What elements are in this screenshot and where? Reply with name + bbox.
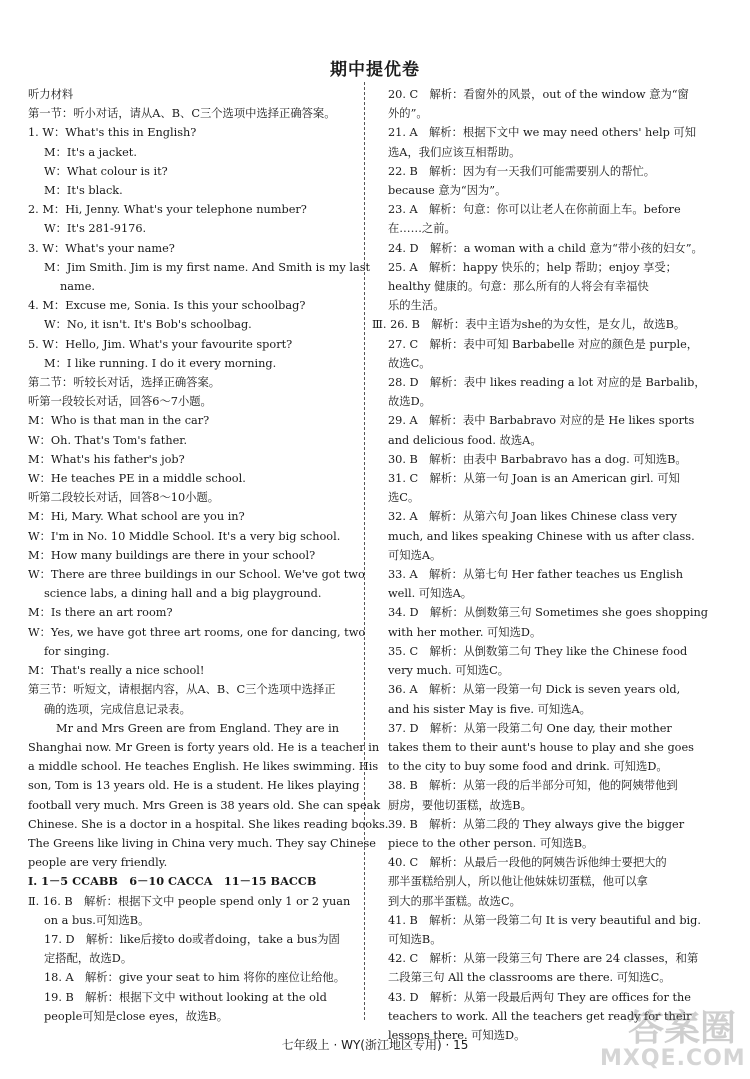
right-text-line: 23. A 解析：句意：你可以让老人在你前面上车。before bbox=[388, 203, 681, 217]
right-text-line: teachers to work. All the teachers get ready for their bbox=[388, 1009, 692, 1023]
left-text-line: 3. W：What's your name? bbox=[28, 241, 175, 255]
left-text-line: W：What colour is it? bbox=[44, 164, 168, 178]
right-column bbox=[372, 85, 708, 1045]
left-text-line: M：Is there an art room? bbox=[28, 606, 173, 620]
right-text-line: 28. D 解析：表中 likes reading a lot 对应的是 Barbalib， bbox=[388, 376, 706, 390]
left-column bbox=[28, 85, 389, 1026]
left-text-line: 2. M：Hi, Jenny. What's your telephone number? bbox=[28, 203, 307, 217]
left-text-line: M：What's his father's job? bbox=[28, 452, 185, 466]
left-text-line: 第一节：听小对话，请从A、B、C三个选项中选择正确答案。 bbox=[28, 107, 336, 121]
right-text-line: 到大的那半蛋糕。故选C。 bbox=[388, 894, 521, 908]
watermark-text: 答案圈 bbox=[628, 1008, 737, 1049]
right-text-line: and delicious food. 故选A。 bbox=[388, 433, 542, 447]
right-text-line: 可知选B。 bbox=[388, 932, 442, 946]
left-text-line: W：No, it isn't. It's Bob's schoolbag. bbox=[44, 318, 252, 332]
right-text-line: Ⅲ. 26. B 解析：表中主语为she的为女性，是女儿，故选B。 bbox=[372, 318, 686, 332]
left-text-line: 第三节：听短文，请根据内容，从A、B、C三个选项中选择正 bbox=[28, 683, 336, 697]
right-text-line: 31. C 解析：从第一句 Joan is an American girl. 可知 bbox=[388, 472, 680, 486]
right-text-line: 22. B 解析：因为有一天我们可能需要别人的帮忙。 bbox=[388, 164, 656, 178]
right-text-line: 32. A 解析：从第六句 Joan likes Chinese class very bbox=[388, 510, 678, 524]
right-text-line: 38. B 解析：从第一段的后半部分可知，他的阿姨带他到 bbox=[388, 779, 678, 793]
right-text-line: 20. C 解析：看窗外的风景，out of the window 意为“窗 bbox=[388, 88, 689, 101]
left-text-line: 听第二段较长对话，回答8～10小题。 bbox=[28, 491, 220, 505]
watermark-url: MXQE.COM bbox=[600, 1046, 746, 1071]
right-text-line: takes them to their aunt's house to play and she goes bbox=[388, 740, 694, 754]
left-text-line: Shanghai now. Mr Green is forty years old. He is a teacher in bbox=[28, 740, 380, 754]
left-text-line: 5. W：Hello, Jim. What's your favourite sport? bbox=[28, 337, 293, 351]
right-text-line: 35. C 解析：从倒数第二句 They like the Chinese food bbox=[388, 644, 688, 658]
right-text-line: 24. D 解析：a woman with a child 意为“带小孩的妇女”。 bbox=[388, 241, 703, 255]
right-text-line: 39. B 解析：从第二段的 They always give the bigger bbox=[388, 817, 685, 831]
right-text-line: 42. C 解析：从第一段第三句 There are 24 classes，和第 bbox=[388, 952, 699, 966]
left-text-line: Mr and Mrs Green are from England. They are in bbox=[56, 721, 340, 735]
left-text-line: 确的选项，完成信息记录表。 bbox=[44, 702, 191, 716]
right-text-line: 25. A 解析：happy 快乐的；help 帮助；enjoy 享受； bbox=[388, 260, 677, 274]
left-text-line: 第二节：听较长对话，选择正确答案。 bbox=[28, 376, 221, 390]
right-text-line: 21. A 解析：根据下文中 we may need others' help 可知 bbox=[388, 126, 697, 140]
right-text-line: 故选D。 bbox=[388, 395, 431, 409]
left-text-line: M：Who is that man in the car? bbox=[28, 414, 210, 428]
left-text-line: M：It's a jacket. bbox=[44, 145, 137, 159]
left-text-line: M：It's black. bbox=[44, 184, 123, 198]
right-text-line: healthy 健康的。句意：那么所有的人将会有幸福快 bbox=[388, 280, 649, 294]
right-text-line: 34. D 解析：从倒数第三句 Sometimes she goes shopping bbox=[388, 606, 708, 620]
left-text-line: M：That's really a nice school! bbox=[28, 664, 205, 678]
left-text-line: Ⅰ. 1－5 CCABB 6－10 CACCA 11－15 BACCB bbox=[28, 874, 317, 889]
right-text-line: 厨房，要他切蛋糕，故选B。 bbox=[388, 798, 532, 812]
left-text-line: on a bus.可知选B。 bbox=[44, 913, 150, 927]
right-text-line: 那半蛋糕给别人，所以他让他妹妹切蛋糕，他可以拿 bbox=[388, 875, 648, 889]
right-text-line: lessons there. 可知选D。 bbox=[388, 1028, 526, 1042]
left-text-line: people are very friendly. bbox=[28, 856, 168, 870]
right-text-line: to the city to buy some food and drink. 可知选D。 bbox=[388, 760, 668, 774]
right-text-line: piece to the other person. 可知选B。 bbox=[388, 836, 594, 850]
right-text-line: much, and likes speaking Chinese with us after class. bbox=[388, 529, 695, 543]
right-text-line: 29. A 解析：表中 Barbabravo 对应的是 He likes sports bbox=[388, 414, 695, 428]
right-text-line: 故选C。 bbox=[388, 356, 431, 370]
right-text-line: 选C。 bbox=[388, 491, 420, 505]
left-text-line: 17. D 解析：like后接to do或者doing，take a bus为固 bbox=[44, 932, 340, 946]
page-footer: 七年级上 · WY(浙江地区专用) · 15 bbox=[281, 1038, 469, 1052]
right-text-line: 乐的生活。 bbox=[388, 299, 445, 313]
right-text-line: 在……之前。 bbox=[388, 222, 456, 236]
column-divider bbox=[364, 82, 365, 1020]
right-text-line: 二段第三句 All the classrooms are there. 可知选C。 bbox=[388, 971, 671, 985]
left-text-line: M：How many buildings are there in your school? bbox=[28, 548, 316, 562]
left-text-line: 听力材料 bbox=[28, 88, 74, 101]
left-text-line: W：I'm in No. 10 Middle School. It's a very big school. bbox=[28, 529, 341, 543]
left-text-line: 1. W：What's this in English? bbox=[28, 126, 197, 140]
right-text-line: 外的”。 bbox=[388, 107, 428, 121]
page-title: 期中提优卷 bbox=[330, 60, 420, 80]
right-text-line: 36. A 解析：从第一段第一句 Dick is seven years old, bbox=[388, 683, 681, 697]
left-text-line: son, Tom is 13 years old. He is a student. He likes playing bbox=[28, 779, 360, 793]
left-text-line: M：Jim Smith. Jim is my first name. And Smith is my last bbox=[44, 260, 371, 274]
left-text-line: a middle school. He teaches English. He likes swimming. His bbox=[28, 760, 379, 774]
left-text-line: Chinese. She is a doctor in a hospital. She likes reading books. bbox=[28, 817, 389, 831]
left-text-line: M：Hi, Mary. What school are you in? bbox=[28, 510, 245, 524]
right-text-line: 41. B 解析：从第一段第二句 It is very beautiful and big. bbox=[388, 913, 701, 927]
left-text-line: 18. A 解析：give your seat to him 将你的座位让给他。 bbox=[44, 971, 346, 985]
left-text-line: science labs, a dining hall and a big playground. bbox=[44, 587, 322, 601]
watermark-logo bbox=[600, 1000, 746, 1074]
left-text-line: W：Yes, we have got three art rooms, one for dancing, two bbox=[28, 625, 366, 639]
left-text-line: W：Oh. That's Tom's father. bbox=[28, 433, 188, 447]
right-text-line: 30. B 解析：由表中 Barbabravo has a dog. 可知选B。 bbox=[388, 452, 687, 466]
left-text-line: 19. B 解析：根据下文中 without looking at the old bbox=[44, 990, 327, 1004]
left-text-line: 定搭配，故选D。 bbox=[44, 952, 133, 966]
right-text-line: 27. C 解析：表中可知 Barbabelle 对应的颜色是 purple， bbox=[388, 337, 699, 351]
right-text-line: 43. D 解析：从第一段最后两句 They are offices for the bbox=[388, 990, 691, 1004]
left-text-line: The Greens like living in China very much. They say Chinese bbox=[28, 836, 376, 850]
left-text-line: W：It's 281-9176. bbox=[44, 222, 147, 236]
right-text-line: 40. C 解析：从最后一段他的阿姨告诉他绅士要把大的 bbox=[388, 856, 667, 870]
right-text-line: 可知选A。 bbox=[388, 548, 442, 562]
right-text-line: with her mother. 可知选D。 bbox=[388, 625, 542, 639]
left-text-line: W：There are three buildings in our School. We've got two bbox=[28, 568, 365, 582]
left-text-line: 听第一段较长对话，回答6～7小题。 bbox=[28, 395, 212, 409]
right-text-line: 选A，我们应该互相帮助。 bbox=[388, 145, 521, 159]
right-text-line: well. 可知选A。 bbox=[388, 587, 473, 601]
left-text-line: W：He teaches PE in a middle school. bbox=[28, 472, 246, 486]
right-text-line: 37. D 解析：从第一段第二句 One day, their mother bbox=[388, 721, 672, 735]
right-text-line: and his sister May is five. 可知选A。 bbox=[388, 702, 591, 716]
left-text-line: M：I like running. I do it every morning. bbox=[44, 356, 277, 370]
left-text-line: 4. M：Excuse me, Sonia. Is this your schoolbag? bbox=[28, 299, 306, 313]
left-text-line: Ⅱ. 16. B 解析：根据下文中 people spend only 1 or 2 yuan bbox=[28, 894, 351, 908]
left-text-line: name. bbox=[60, 280, 95, 294]
left-text-line: for singing. bbox=[44, 644, 110, 658]
left-text-line: people可知是close eyes，故选B。 bbox=[44, 1009, 228, 1023]
right-text-line: 33. A 解析：从第七句 Her father teaches us English bbox=[388, 568, 683, 582]
right-text-line: because 意为“因为”。 bbox=[388, 184, 507, 198]
left-text-line: football very much. Mrs Green is 38 years old. She can speak bbox=[28, 798, 381, 812]
right-text-line: very much. 可知选C。 bbox=[388, 664, 510, 678]
